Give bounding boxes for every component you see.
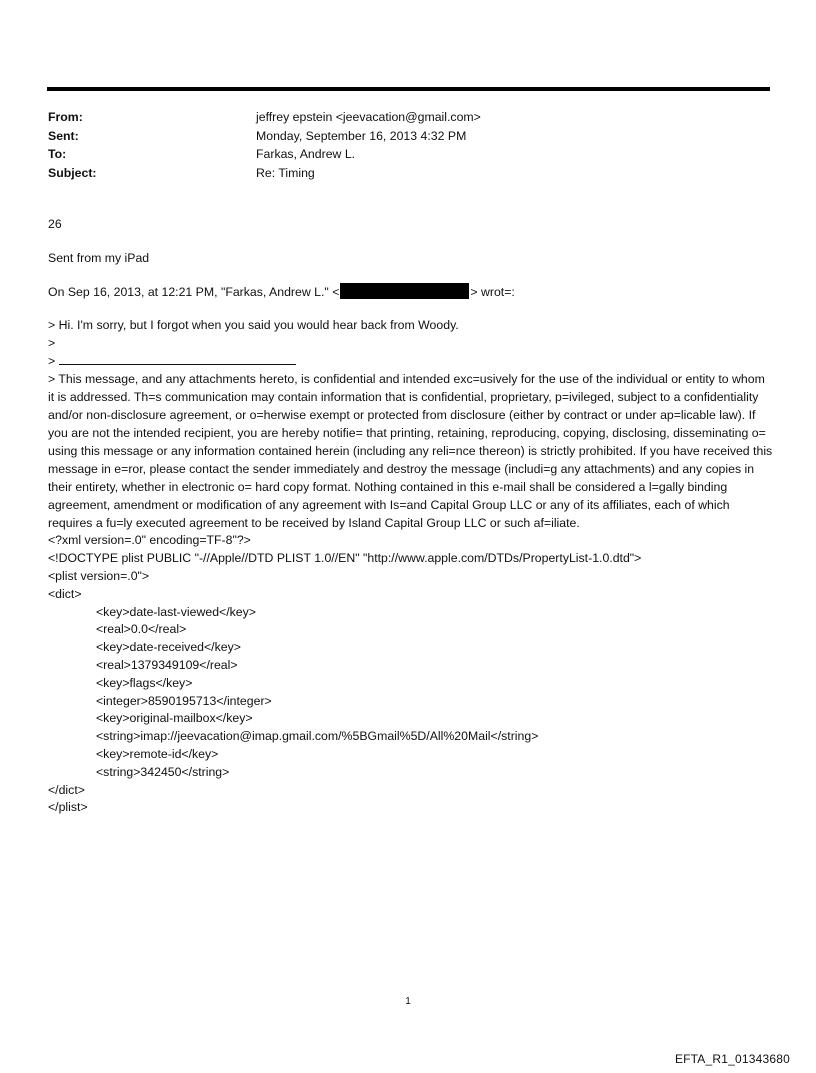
email-header (48, 108, 748, 182)
dict-entries (48, 604, 773, 782)
dict-line: <string>342450</string> (96, 764, 230, 779)
to-label: To: (48, 147, 67, 161)
quote-intro-before: On Sep 16, 2013, at 12:21 PM, "Farkas, Andrew L." < (48, 285, 340, 299)
subject-row (48, 164, 748, 183)
sent-row (48, 127, 748, 146)
dict-line: <string>imap://jeevacation@imap.gmail.com/%5BGmail%5D/All%20Mail</string> (96, 729, 539, 744)
from-value: jeffrey epstein <jeevacation@gmail.com> (256, 110, 481, 124)
sent-value: Monday, September 16, 2013 4:32 PM (256, 128, 467, 143)
dict-open: <dict> (48, 586, 82, 601)
header-divider (47, 87, 770, 91)
dict-line: <real>0.0</real> (96, 622, 187, 637)
doctype-line: <!DOCTYPE plist PUBLIC "-//Apple//DTD PLIST 1.0//EN" "http://www.apple.com/DTDs/PropertyList-1.0.dtd"> (48, 551, 642, 566)
plist-open: <plist version=.0"> (48, 568, 150, 583)
redaction-block (340, 283, 469, 299)
dict-close: </dict> (48, 782, 85, 797)
dict-line: <key>date-received</key> (96, 640, 241, 655)
sent-label: Sent: (48, 128, 79, 143)
quoted-line: > (48, 353, 59, 368)
to-row (48, 145, 748, 164)
dict-line: <key>flags</key> (96, 675, 193, 690)
dict-line: <key>remote-id</key> (96, 746, 219, 761)
bates-number: EFTA_R1_01343680 (674, 1052, 790, 1066)
separator-rule (59, 353, 296, 365)
subject-label: Subject: (48, 165, 97, 180)
to-value: Farkas, Andrew L. (256, 147, 356, 161)
confidentiality-disclaimer: > This message, and any attachments hereto, is confidential and intended exc=usively for the use of the individual or entity to whom it is addressed. Th=s communication may contain information that is confidential, proprietary, p=ivileged, subject to a confidentiality and/or non-disclosure agreement, or o=herwise exempt or protected from disclosure (either by contract or under ap=licable law). If you are not the intended recipient, you are hereby notifie= that printing, retaining, reproducing, copying, disclosing, disseminating o= using this message or any information contained herein (including any reli=nce thereon) is strictly prohibited. If you have received this message in e=ror, please contact the sender immediately and destroy the message (includi=g any attachments) and any copies in their entirety, whether in electronic o= hard copy format. Nothing contained in this e-mail shall be considered a l=gally binding agreement, amendment or modification of any agreement with Is=and Capital Group LLC or any of its affiliates, each of which requires a fu=ly executed agreement to be received by Island Capital Group LLC or such af=iliate. (48, 372, 773, 531)
xml-declaration: <?xml version=.0" encoding=TF-8"?> (48, 533, 251, 548)
from-label: From: (48, 110, 83, 124)
dict-line: <key>date-last-viewed</key> (96, 604, 256, 619)
from-row (48, 108, 748, 127)
quote-intro-after: > wrot=: (470, 285, 515, 299)
signature: Sent from my iPad (48, 251, 150, 265)
plist-close: </plist> (48, 800, 88, 815)
quote-intro (48, 283, 773, 301)
reply-text: 26 (48, 217, 62, 231)
dict-line: <real>1379349109</real> (96, 657, 238, 672)
email-body (48, 215, 773, 817)
quoted-line: > Hi. I'm sorry, but I forgot when you said you would hear back from Woody. (48, 318, 459, 332)
quoted-line: > (48, 335, 56, 350)
page-number: 1 (405, 996, 411, 1007)
dict-line: <key>original-mailbox</key> (96, 711, 253, 726)
dict-line: <integer>8590195713</integer> (96, 693, 272, 708)
subject-value: Re: Timing (256, 165, 315, 180)
quoted-separator (48, 353, 773, 371)
